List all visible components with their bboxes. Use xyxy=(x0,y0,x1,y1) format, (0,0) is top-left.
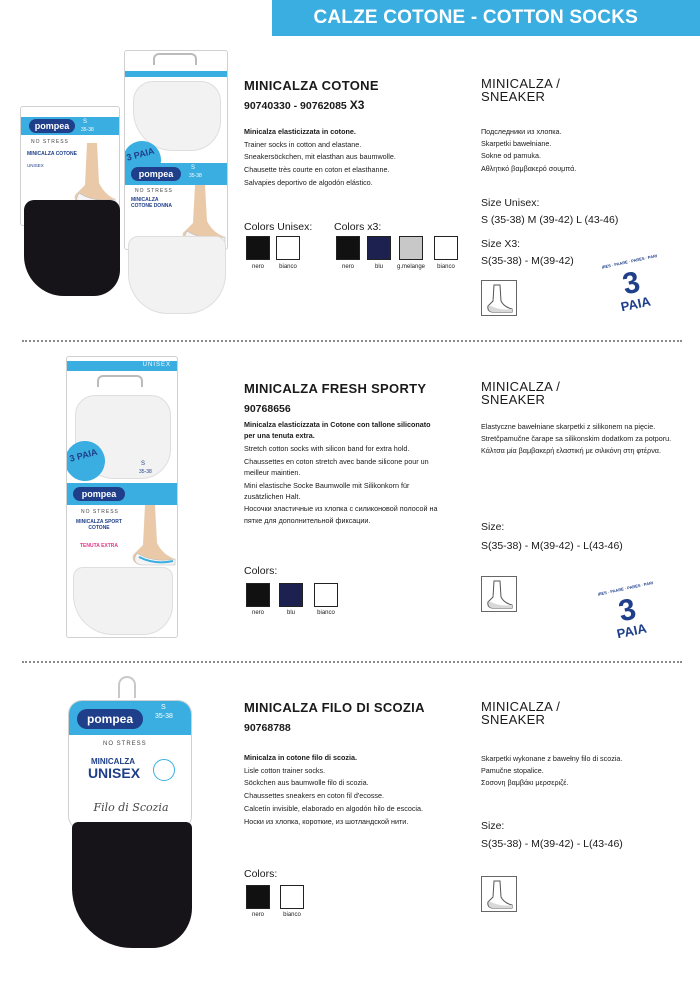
svg-text:PAIRES · PAARE · PARES · PARI: PAIRES · PAARE · PARES · PARI xyxy=(602,253,658,271)
pack-range: 35-38 xyxy=(139,469,152,475)
pack-sub: UNISEX xyxy=(87,765,141,781)
sock-type-icon xyxy=(481,876,517,912)
product-package-2 xyxy=(66,356,178,638)
product-description: Minicalza elasticizzata in Cotone con tallone siliconato per una tenuta extra. Stretch cotton socks with silicon band for extra hold. Chaussettes en coton stretch avec bande silicone pour un meilleur maintien. Mini elastische Socke Baumwolle mit Silikonkorn für zusätzlichen Halt. Носочки эластичные из хлопка с силиконовой полосой на пятке для дополнительной фиксации. xyxy=(244,420,438,525)
pack-name: MINICALZA xyxy=(91,757,135,766)
svg-text:PAIA: PAIA xyxy=(619,293,652,311)
pack-sub: UNISEX xyxy=(27,163,44,168)
size-label: Size X3: xyxy=(481,238,521,250)
color-swatch-blu xyxy=(367,236,391,260)
pack-tagline: NO STRESS xyxy=(31,139,69,145)
pack-name: MINICALZA SPORT COTONE xyxy=(76,519,122,531)
size-label: Size: xyxy=(481,521,505,533)
product-description: Minicalza elasticizzata in cotone. Trainer socks in cotton and elastane. Sneakersöckchen, mit elasthan aus baumwolle. Chausette très courte en coton et elasthanne. Salvapies deportivo de algodón elástico. xyxy=(244,127,396,187)
color-name: nero xyxy=(251,610,264,616)
color-name: bianco xyxy=(437,264,455,270)
color-name: bianco xyxy=(279,264,297,270)
size-label: Size: xyxy=(481,820,505,832)
sock-type-icon xyxy=(481,280,517,316)
svg-text:3: 3 xyxy=(615,592,639,629)
color-swatch-blu xyxy=(279,583,303,607)
product-package-3 xyxy=(68,700,192,830)
product-type-label: MINICALZA / SNEAKER xyxy=(481,699,561,727)
color-swatch-melange xyxy=(399,236,423,260)
color-swatch-bianco xyxy=(276,236,300,260)
color-swatch-bianco xyxy=(434,236,458,260)
cotton-icon xyxy=(153,759,175,781)
sock-black xyxy=(72,822,192,948)
color-swatch-bianco xyxy=(314,583,338,607)
pack-name: MINICALZA COTONE DONNA xyxy=(131,197,173,209)
color-name: nero xyxy=(251,264,264,270)
color-name: nero xyxy=(251,912,264,918)
pack-range: 35-38 xyxy=(155,713,173,720)
product-code: 90768788 xyxy=(244,722,291,734)
three-pairs-badge xyxy=(602,253,660,311)
colors-label: Colors Unisex: xyxy=(244,221,313,233)
svg-text:PAIRES · PAARE · PARES · PARI: PAIRES · PAARE · PARES · PARI xyxy=(598,580,654,598)
pack-size: S xyxy=(141,461,146,467)
color-swatch-bianco xyxy=(280,885,304,909)
size-value: S(35-38) - M(39-42) xyxy=(481,255,574,267)
brand-logo: pompea xyxy=(77,709,143,729)
svg-text:3: 3 xyxy=(619,265,643,302)
product-package-1b xyxy=(124,50,228,250)
page-title: CALZE COTONE - COTTON SOCKS xyxy=(313,7,638,28)
size-value: S(35-38) - M(39-42) - L(43-46) xyxy=(481,540,623,552)
product-type-label: MINICALZA / SNEAKER xyxy=(481,76,561,104)
color-name: bianco xyxy=(283,912,301,918)
product-title: MINICALZA FRESH SPORTY xyxy=(244,381,427,396)
color-swatch-nero xyxy=(246,236,270,260)
colors-label: Colors: xyxy=(244,565,278,577)
pack-tagline: NO STRESS xyxy=(81,509,119,515)
product-description-2: Подследники из хлопка. Skarpetki bawełniane. Sokne od pamuka. Αθλητικό βαμβακερό σουμπά. xyxy=(481,127,577,173)
brand-logo: pompea xyxy=(73,487,125,501)
sock-type-icon xyxy=(481,576,517,612)
colors-label: Colors x3: xyxy=(334,221,382,233)
product-type-label: MINICALZA / SNEAKER xyxy=(481,379,561,407)
foot-illustration xyxy=(125,505,177,567)
color-name: nero xyxy=(341,264,354,270)
pack-tagline: NO STRESS xyxy=(135,188,173,194)
three-pairs-burst: 3 PAIA xyxy=(66,437,109,486)
size-value: S(35-38) - M(39-42) - L(43-46) xyxy=(481,838,623,850)
pack-top-label: UNISEX xyxy=(142,362,171,368)
product-description-2: Elastyczne bawełniane skarpetki z silikonem na pięcie. Stretčpamučne čarape sa silikonskim dodatkom za potporu. Κάλτσα μία βαμβακερή ελαστική με σιλικόνη στη φτέρνα. xyxy=(481,422,672,456)
color-swatch-nero xyxy=(246,583,270,607)
three-pairs-badge xyxy=(598,580,656,638)
pack-size: S xyxy=(83,119,88,125)
svg-text:PAIA: PAIA xyxy=(615,620,648,638)
size-value: S (35-38) M (39-42) L (43-46) xyxy=(481,214,619,226)
product-code: 90768656 xyxy=(244,403,291,415)
color-name: blu xyxy=(374,264,383,270)
color-name: bianco xyxy=(317,610,335,616)
pack-range: 35-38 xyxy=(189,173,202,179)
header-band xyxy=(272,0,700,36)
product-description: Minicalza in cotone filo di scozia. Lisle cotton trainer socks. Söckchen aus baumwolle filo di scozia. Chaussettes sneakers en coton fil d'ecosse. Calcetín invisible, elaborado en algodón hilo de escocia. Носки из хлопка, короткие, из шотландской нити. xyxy=(244,753,424,826)
pack-tagline: NO STRESS xyxy=(103,741,147,747)
colors-label: Colors: xyxy=(244,868,278,880)
sock-black xyxy=(24,200,120,296)
brand-logo: pompea xyxy=(29,119,75,133)
three-pairs-burst: 3 PAIA xyxy=(124,137,165,184)
section-divider xyxy=(22,661,682,663)
size-label: Size Unisex: xyxy=(481,197,540,209)
pack-size: S xyxy=(191,165,196,171)
brand-logo: pompea xyxy=(131,167,181,181)
product-description-2: Skarpetki wykonane z bawełny filo di scozia. Pamučne stopalice. Σοσονη βαμβάκι μερσεριζέ. xyxy=(481,754,623,788)
pack-script: Filo di Scozia xyxy=(93,801,169,814)
pack-name: MINICALZA COTONE xyxy=(27,151,77,157)
color-swatch-nero xyxy=(336,236,360,260)
pack-sub: TENUTA EXTRA xyxy=(79,543,119,549)
product-title: MINICALZA FILO DI SCOZIA xyxy=(244,700,425,715)
sock-white-large xyxy=(73,567,173,635)
color-name: g.melange xyxy=(396,264,426,270)
pack-size: S xyxy=(161,704,166,711)
color-swatch-nero xyxy=(246,885,270,909)
foot-illustration xyxy=(65,143,119,207)
pack-range: 35-38 xyxy=(81,127,94,133)
product-code: 90740330 - 90762085 X3 xyxy=(244,98,365,112)
product-title: MINICALZA COTONE xyxy=(244,78,379,93)
color-name: blu xyxy=(286,610,295,616)
sock-white-large xyxy=(128,236,226,314)
section-divider xyxy=(22,340,682,342)
